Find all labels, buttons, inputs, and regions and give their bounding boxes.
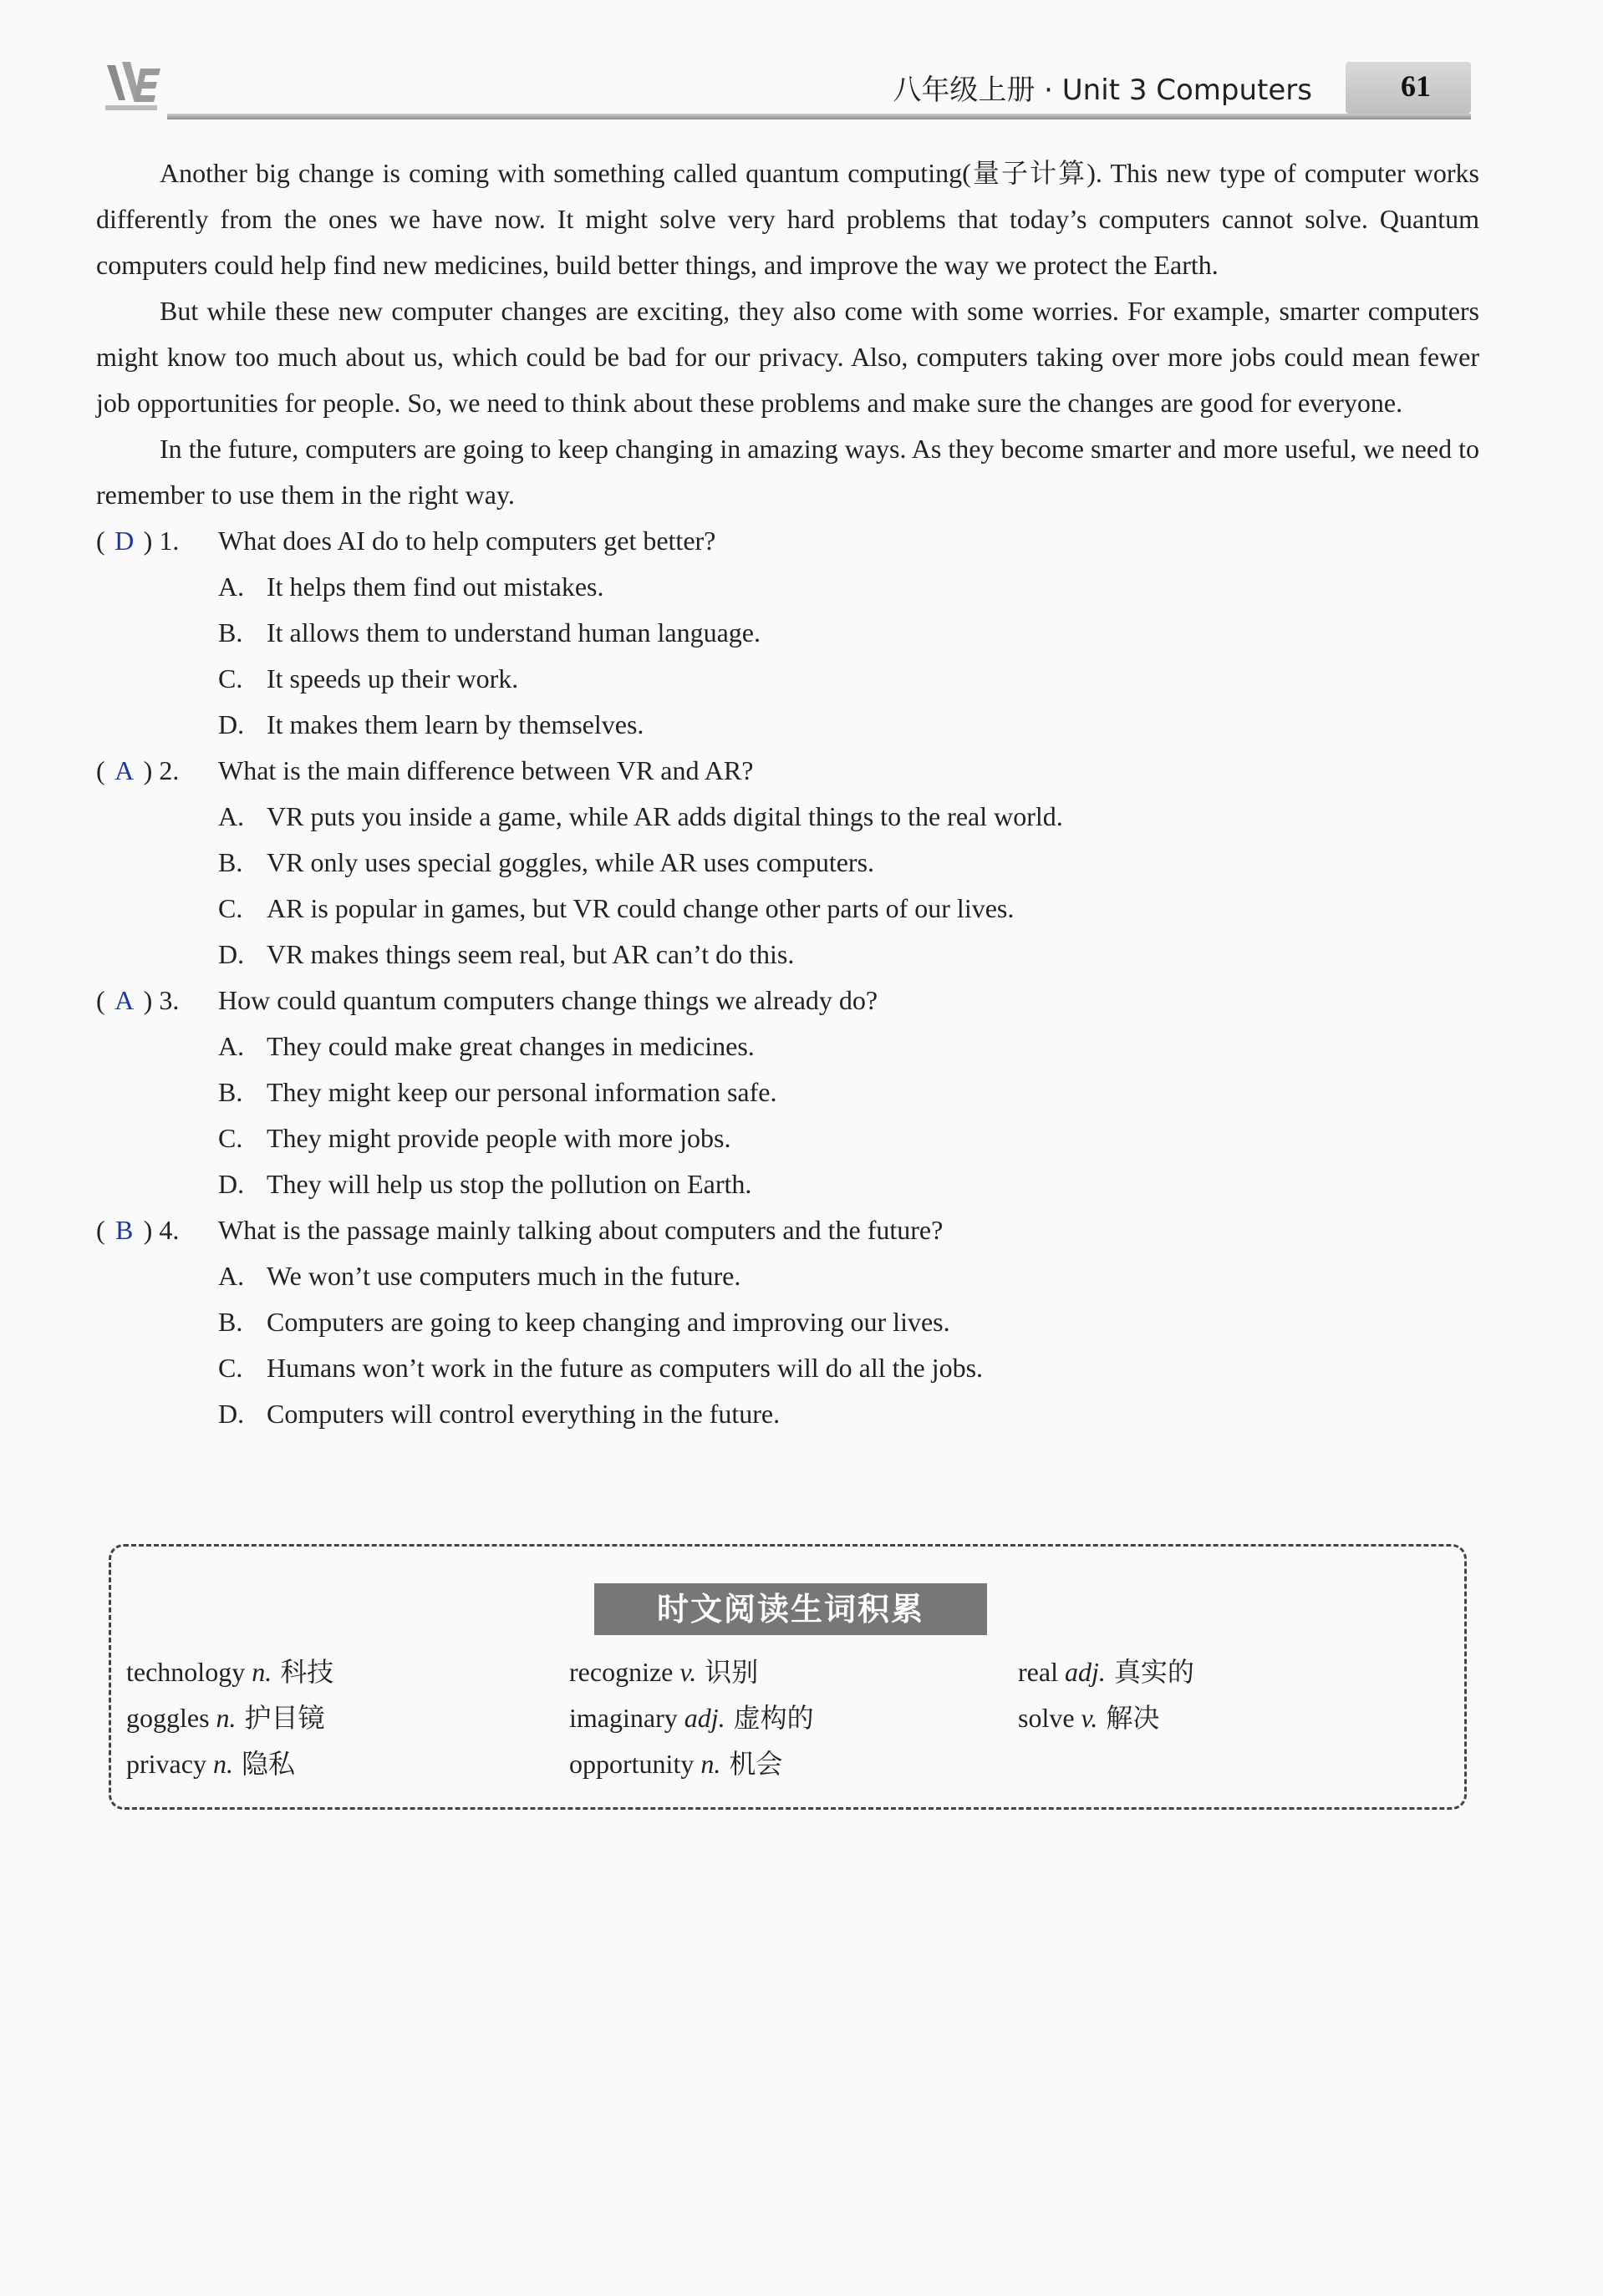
- answer-option: [96, 1024, 1479, 1069]
- answer-option: [96, 1069, 1479, 1115]
- main-content: [96, 150, 1479, 1437]
- question-stem: [96, 1207, 1479, 1253]
- answer-letter: D: [114, 526, 135, 556]
- option-text: VR only uses special goggles, while AR uses computers.: [267, 847, 875, 877]
- option-letter: B.: [218, 617, 243, 648]
- question-stem: [96, 748, 1479, 794]
- question-text: What is the passage mainly talking about computers and the future?: [218, 1215, 944, 1245]
- option-text: VR makes things seem real, but AR can’t do this.: [267, 939, 795, 969]
- paragraph: Another big change is coming with something called quantum computing(量子计算). This new type of computer works differently from the ones we have now. It might solve very hard problems that today’s computers cannot solve. Quantum computers could help find new medicines, build better things, and improve the way we protect the Earth.: [96, 158, 1479, 280]
- vocab-word: technology: [126, 1656, 246, 1687]
- vocab-part-of-speech: n.: [252, 1656, 272, 1687]
- option-text: Computers will control everything in the future.: [267, 1399, 781, 1429]
- question: [96, 748, 1479, 978]
- vocab-title: 时文阅读生词积累: [594, 1583, 987, 1635]
- option-text: It speeds up their work.: [267, 663, 519, 693]
- question: [96, 1207, 1479, 1437]
- answer-option: [96, 702, 1479, 748]
- vocab-word: privacy: [126, 1748, 206, 1779]
- vocab-row: [126, 1739, 1455, 1785]
- header-title: 八年级上册 · Unit 3 Computers: [893, 74, 1312, 107]
- answer-letter: B: [114, 1215, 134, 1245]
- question-stem: [96, 518, 1479, 564]
- vocab-meaning: 隐私: [241, 1747, 295, 1780]
- option-text: We won’t use computers much in the future.: [267, 1261, 741, 1291]
- vocab-part-of-speech: v.: [1081, 1702, 1098, 1733]
- option-letter: D.: [218, 1169, 245, 1199]
- option-letter: A.: [218, 1031, 245, 1061]
- vocab-entry: [126, 1651, 569, 1689]
- answer-option: [96, 1161, 1479, 1207]
- answer-option: [96, 886, 1479, 932]
- option-text: It helps them find out mistakes.: [267, 571, 604, 602]
- vocab-word: goggles: [126, 1702, 210, 1733]
- option-letter: A.: [218, 571, 245, 602]
- paragraph: But while these new computer changes are exciting, they also come with some worries. For example, smarter computers might know too much about us, which could be bad for our privacy. Also, computers taking over more jobs could mean fewer job opportunities for people. So, we need to think about these problems and make sure the changes are good for everyone.: [96, 296, 1479, 418]
- answer-letter: A: [114, 985, 135, 1015]
- option-letter: C.: [218, 663, 243, 693]
- answer-letter: A: [114, 755, 135, 785]
- answer-option: [96, 1345, 1479, 1391]
- vocab-part-of-speech: n.: [700, 1748, 721, 1779]
- option-letter: D.: [218, 939, 245, 969]
- option-text: They might provide people with more jobs.: [267, 1123, 731, 1153]
- question-number: 4.: [159, 1215, 180, 1245]
- question-list: [96, 518, 1479, 1437]
- answer-option: [96, 1391, 1479, 1437]
- option-text: They will help us stop the pollution on Earth.: [267, 1169, 752, 1199]
- answer-option: [96, 932, 1479, 978]
- vocab-grid: [126, 1647, 1455, 1785]
- vocab-box: [109, 1544, 1467, 1810]
- vocab-meaning: 识别: [705, 1655, 759, 1688]
- page-number: 61: [1401, 69, 1431, 103]
- question: [96, 518, 1479, 748]
- question-stem: [96, 978, 1479, 1024]
- vocab-word: solve: [1018, 1702, 1075, 1733]
- vocab-word: recognize: [569, 1656, 674, 1687]
- vocab-word: opportunity: [569, 1748, 695, 1779]
- option-letter: A.: [218, 801, 245, 831]
- vocab-word: real: [1018, 1656, 1058, 1687]
- vocab-entry: [569, 1743, 1018, 1781]
- option-letter: B.: [218, 1307, 243, 1337]
- question-text: How could quantum computers change things we already do?: [218, 985, 878, 1015]
- question-text: What does AI do to help computers get better?: [218, 526, 716, 556]
- header-rule: [167, 114, 1471, 119]
- option-letter: C.: [218, 1353, 243, 1383]
- answer-parenthesis: ( A ) 3.: [96, 978, 218, 1024]
- option-letter: C.: [218, 1123, 243, 1153]
- answer-option: [96, 656, 1479, 702]
- vocab-entry: [126, 1697, 569, 1735]
- answer-option: [96, 1299, 1479, 1345]
- question-number: 2.: [159, 755, 180, 785]
- option-text: AR is popular in games, but VR could change other parts of our lives.: [267, 893, 1015, 923]
- option-text: They might keep our personal information safe.: [267, 1077, 777, 1107]
- answer-option: [96, 564, 1479, 610]
- option-letter: B.: [218, 1077, 243, 1107]
- vocab-meaning: 科技: [280, 1655, 334, 1688]
- question-text: What is the main difference between VR and AR?: [218, 755, 754, 785]
- vocab-part-of-speech: adj.: [684, 1702, 725, 1733]
- option-letter: C.: [218, 893, 243, 923]
- vocab-row: [126, 1693, 1455, 1739]
- option-letter: B.: [218, 847, 243, 877]
- answer-parenthesis: ( A ) 2.: [96, 748, 218, 794]
- question-number: 3.: [159, 985, 180, 1015]
- vocab-entry: [1018, 1697, 1436, 1735]
- vocab-entry: [569, 1651, 1018, 1689]
- answer-option: [96, 794, 1479, 840]
- vocab-row: [126, 1647, 1455, 1693]
- question-number: 1.: [159, 526, 180, 556]
- option-letter: D.: [218, 1399, 245, 1429]
- answer-option: [96, 840, 1479, 886]
- option-letter: D.: [218, 709, 245, 739]
- option-text: Humans won’t work in the future as computers will do all the jobs.: [267, 1353, 984, 1383]
- option-text: VR puts you inside a game, while AR adds digital things to the real world.: [267, 801, 1063, 831]
- vocab-meaning: 机会: [729, 1747, 783, 1780]
- vocab-meaning: 虚构的: [733, 1701, 814, 1734]
- vocab-entry: [1018, 1651, 1436, 1689]
- answer-parenthesis: ( B ) 4.: [96, 1207, 218, 1253]
- option-text: They could make great changes in medicines.: [267, 1031, 755, 1061]
- vocab-part-of-speech: n.: [212, 1748, 233, 1779]
- option-text: Computers are going to keep changing and improving our lives.: [267, 1307, 950, 1337]
- vocab-part-of-speech: adj.: [1064, 1656, 1106, 1687]
- vocab-entry: [569, 1697, 1018, 1735]
- answer-option: [96, 1253, 1479, 1299]
- page-header: [92, 50, 1471, 130]
- question: [96, 978, 1479, 1207]
- paragraph: In the future, computers are going to keep changing in amazing ways. As they become smarter and more useful, we need to remember to use them in the right way.: [96, 434, 1479, 510]
- vocab-entry: [126, 1743, 569, 1781]
- option-letter: A.: [218, 1261, 245, 1291]
- answer-option: [96, 1115, 1479, 1161]
- publisher-logo-icon: [100, 57, 167, 115]
- answer-option: [96, 610, 1479, 656]
- vocab-part-of-speech: v.: [679, 1656, 697, 1687]
- option-text: It makes them learn by themselves.: [267, 709, 644, 739]
- vocab-meaning: 护目镜: [244, 1701, 325, 1734]
- vocab-meaning: 解决: [1106, 1701, 1160, 1734]
- vocab-word: imaginary: [569, 1702, 678, 1733]
- option-text: It allows them to understand human language.: [267, 617, 761, 648]
- answer-parenthesis: ( D ) 1.: [96, 518, 218, 564]
- vocab-meaning: 真实的: [1113, 1655, 1194, 1688]
- vocab-part-of-speech: n.: [216, 1702, 237, 1733]
